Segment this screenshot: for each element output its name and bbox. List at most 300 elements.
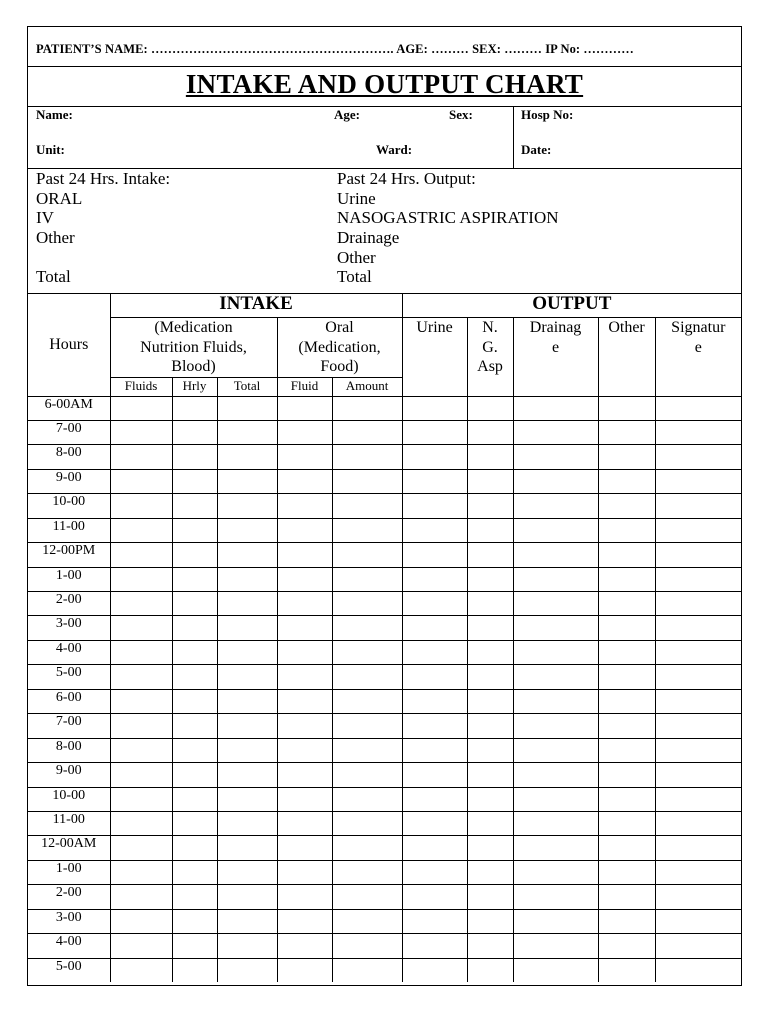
ng-asp-cell xyxy=(467,616,513,640)
oral-fluid-cell xyxy=(277,689,332,713)
oral-amount-cell xyxy=(332,811,402,835)
output-summary-line: Drainage xyxy=(337,228,400,248)
iv-total-cell xyxy=(217,763,277,787)
hour-label: 11-00 xyxy=(28,811,110,835)
hour-label: 9-00 xyxy=(28,763,110,787)
drainage-cell xyxy=(513,934,598,958)
age-label: Age: xyxy=(334,107,360,122)
ng-asp-line: G. xyxy=(482,338,498,356)
hourly-chart-table xyxy=(28,293,741,982)
intake-section-header: INTAKE xyxy=(110,293,402,318)
drainage-cell xyxy=(513,714,598,738)
intake-summary-line: IV xyxy=(36,208,54,228)
oral-amount-cell xyxy=(332,469,402,493)
iv-hrly-cell xyxy=(172,787,217,811)
table-row xyxy=(28,567,741,591)
hour-label: 8-00 xyxy=(28,445,110,469)
drainage-cell xyxy=(513,616,598,640)
iv-hrly-cell xyxy=(172,909,217,933)
hosp-no-label: Hosp No: xyxy=(521,107,574,122)
oral-fluid-cell xyxy=(277,518,332,542)
iv-total-cell xyxy=(217,787,277,811)
other-cell xyxy=(598,689,655,713)
hour-label: 2-00 xyxy=(28,885,110,909)
oral-fluid-cell xyxy=(277,640,332,664)
intake-summary-line: Past 24 Hrs. Intake: xyxy=(36,169,171,188)
ng-asp-cell xyxy=(467,836,513,860)
oral-amount-cell xyxy=(332,494,402,518)
iv-hrly-cell xyxy=(172,665,217,689)
oral-amount-cell xyxy=(332,445,402,469)
drainage-cell xyxy=(513,836,598,860)
signature-cell xyxy=(655,860,741,884)
oral-amount-cell xyxy=(332,543,402,567)
urine-cell xyxy=(402,616,467,640)
other-cell xyxy=(598,592,655,616)
iv-total-cell xyxy=(217,934,277,958)
iv-fluids-cell xyxy=(110,958,172,982)
urine-header: Urine xyxy=(402,318,467,397)
drainage-cell xyxy=(513,543,598,567)
oral-fluid-cell xyxy=(277,787,332,811)
drainage-cell xyxy=(513,738,598,762)
signature-cell xyxy=(655,518,741,542)
table-row xyxy=(28,518,741,542)
iv-fluids-cell xyxy=(110,665,172,689)
signature-cell xyxy=(655,738,741,762)
hour-label: 6-00AM xyxy=(28,396,110,420)
iv-total-cell xyxy=(217,665,277,689)
iv-total-cell xyxy=(217,909,277,933)
drainage-cell xyxy=(513,763,598,787)
iv-hrly-cell xyxy=(172,738,217,762)
oral-amount-cell xyxy=(332,665,402,689)
hour-label: 7-00 xyxy=(28,714,110,738)
urine-cell xyxy=(402,763,467,787)
iv-total-cell xyxy=(217,469,277,493)
iv-fluids-cell xyxy=(110,445,172,469)
table-row xyxy=(28,934,741,958)
ng-asp-header xyxy=(467,318,513,397)
iv-total-cell xyxy=(217,445,277,469)
iv-total-cell xyxy=(217,640,277,664)
oral-amount-cell xyxy=(332,763,402,787)
iv-group-header xyxy=(110,318,277,378)
ng-asp-cell xyxy=(467,885,513,909)
info-divider xyxy=(513,107,514,168)
ng-asp-cell xyxy=(467,469,513,493)
table-row xyxy=(28,665,741,689)
iv-hrly-cell xyxy=(172,860,217,884)
signature-cell xyxy=(655,640,741,664)
signature-cell xyxy=(655,592,741,616)
iv-total-cell xyxy=(217,714,277,738)
drainage-cell xyxy=(513,592,598,616)
urine-cell xyxy=(402,469,467,493)
other-cell xyxy=(598,909,655,933)
oral-group-header xyxy=(277,318,402,378)
ng-asp-line: N. xyxy=(482,319,498,336)
iv-total-cell xyxy=(217,420,277,444)
signature-cell xyxy=(655,836,741,860)
iv-fluids-cell xyxy=(110,469,172,493)
urine-cell xyxy=(402,445,467,469)
urine-cell xyxy=(402,909,467,933)
iv-fluids-cell xyxy=(110,885,172,909)
oral-amount-cell xyxy=(332,567,402,591)
drainage-cell xyxy=(513,665,598,689)
oral-amount-cell xyxy=(332,420,402,444)
signature-cell xyxy=(655,885,741,909)
urine-cell xyxy=(402,518,467,542)
drainage-cell xyxy=(513,396,598,420)
iv-hrly-cell xyxy=(172,616,217,640)
chart-title: INTAKE AND OUTPUT CHART xyxy=(185,69,584,99)
patient-info-box xyxy=(28,107,741,169)
signature-cell xyxy=(655,714,741,738)
hour-label: 11-00 xyxy=(28,518,110,542)
urine-cell xyxy=(402,396,467,420)
hour-label: 4-00 xyxy=(28,640,110,664)
iv-total-cell xyxy=(217,396,277,420)
drainage-header xyxy=(513,318,598,397)
urine-cell xyxy=(402,885,467,909)
ng-asp-cell xyxy=(467,934,513,958)
drainage-cell xyxy=(513,494,598,518)
ng-asp-cell xyxy=(467,567,513,591)
iv-hrly-cell xyxy=(172,396,217,420)
drainage-cell xyxy=(513,689,598,713)
signature-cell xyxy=(655,665,741,689)
intake-summary-line: Total xyxy=(36,267,71,287)
iv-fluids-cell xyxy=(110,494,172,518)
table-row xyxy=(28,396,741,420)
iv-fluids-cell xyxy=(110,811,172,835)
ng-asp-cell xyxy=(467,738,513,762)
drainage-cell xyxy=(513,811,598,835)
oral-fluid-cell xyxy=(277,738,332,762)
iv-hrly-cell xyxy=(172,689,217,713)
iv-fluids-cell xyxy=(110,836,172,860)
ng-asp-cell xyxy=(467,909,513,933)
urine-cell xyxy=(402,836,467,860)
iv-fluids-cell xyxy=(110,640,172,664)
iv-fluids-cell xyxy=(110,518,172,542)
oral-fluid-cell xyxy=(277,763,332,787)
intake-summary-line: Other xyxy=(36,228,75,248)
other-cell xyxy=(598,640,655,664)
oral-amount-cell xyxy=(332,689,402,713)
patient-details-text: PATIENT’S NAME: …………………………………………………. AGE: ……… SEX: ……… IP No: ………… xyxy=(36,42,634,56)
signature-cell xyxy=(655,567,741,591)
iv-fluids-cell xyxy=(110,689,172,713)
oral-amount-cell xyxy=(332,958,402,982)
ward-label: Ward: xyxy=(376,142,413,157)
drainage-cell xyxy=(513,958,598,982)
table-row xyxy=(28,909,741,933)
signature-line: Signatur xyxy=(671,319,726,336)
iv-fluids-cell xyxy=(110,420,172,444)
table-row xyxy=(28,811,741,835)
past-24-hrs-summary xyxy=(28,169,741,294)
drainage-cell xyxy=(513,885,598,909)
signature-cell xyxy=(655,420,741,444)
iv-hrly-cell xyxy=(172,469,217,493)
hour-label: 10-00 xyxy=(28,787,110,811)
other-cell xyxy=(598,518,655,542)
iv-total-cell xyxy=(217,543,277,567)
signature-cell xyxy=(655,543,741,567)
other-cell xyxy=(598,543,655,567)
ng-asp-cell xyxy=(467,714,513,738)
oral-amount-cell xyxy=(332,787,402,811)
intake-summary-line: ORAL xyxy=(36,188,83,208)
ng-asp-cell xyxy=(467,592,513,616)
ng-asp-cell xyxy=(467,958,513,982)
drainage-cell xyxy=(513,640,598,664)
signature-header xyxy=(655,318,741,397)
oral-amount-cell xyxy=(332,396,402,420)
signature-cell xyxy=(655,616,741,640)
iv-hrly-cell xyxy=(172,543,217,567)
sub-header-amount: Amount xyxy=(332,377,402,396)
signature-line: e xyxy=(694,338,702,356)
iv-hrly-cell xyxy=(172,592,217,616)
hours-column-header: Hours xyxy=(28,293,110,396)
ng-asp-cell xyxy=(467,494,513,518)
oral-fluid-cell xyxy=(277,811,332,835)
iv-hrly-cell xyxy=(172,836,217,860)
iv-group-line: Nutrition Fluids, xyxy=(140,338,247,356)
iv-group-line: Blood) xyxy=(171,358,216,375)
iv-hrly-cell xyxy=(172,420,217,444)
unit-label: Unit: xyxy=(36,142,65,157)
iv-fluids-cell xyxy=(110,567,172,591)
ng-asp-cell xyxy=(467,787,513,811)
ng-asp-line: Asp xyxy=(477,358,503,375)
drainage-cell xyxy=(513,787,598,811)
iv-hrly-cell xyxy=(172,811,217,835)
table-row xyxy=(28,640,741,664)
iv-total-cell xyxy=(217,958,277,982)
iv-fluids-cell xyxy=(110,592,172,616)
title-box xyxy=(28,67,741,107)
hour-label: 5-00 xyxy=(28,665,110,689)
table-row xyxy=(28,763,741,787)
other-cell xyxy=(598,738,655,762)
hour-label: 10-00 xyxy=(28,494,110,518)
table-row xyxy=(28,714,741,738)
iv-fluids-cell xyxy=(110,616,172,640)
signature-cell xyxy=(655,763,741,787)
ng-asp-cell xyxy=(467,665,513,689)
urine-cell xyxy=(402,640,467,664)
hour-label: 2-00 xyxy=(28,592,110,616)
sex-label: Sex: xyxy=(449,107,473,122)
ng-asp-cell xyxy=(467,860,513,884)
output-summary-line: Past 24 Hrs. Output: xyxy=(337,169,476,188)
ng-asp-cell xyxy=(467,811,513,835)
hour-label: 5-00 xyxy=(28,958,110,982)
signature-cell xyxy=(655,445,741,469)
iv-fluids-cell xyxy=(110,934,172,958)
oral-fluid-cell xyxy=(277,934,332,958)
output-summary-line: Other xyxy=(337,247,376,267)
oral-amount-cell xyxy=(332,592,402,616)
iv-hrly-cell xyxy=(172,958,217,982)
table-row xyxy=(28,958,741,982)
other-cell xyxy=(598,714,655,738)
sub-header-fluid: Fluid xyxy=(277,377,332,396)
oral-fluid-cell xyxy=(277,665,332,689)
other-cell xyxy=(598,787,655,811)
other-cell xyxy=(598,445,655,469)
urine-cell xyxy=(402,592,467,616)
iv-fluids-cell xyxy=(110,909,172,933)
urine-cell xyxy=(402,958,467,982)
other-cell xyxy=(598,396,655,420)
ng-asp-cell xyxy=(467,640,513,664)
iv-fluids-cell xyxy=(110,763,172,787)
date-label: Date: xyxy=(521,142,552,157)
oral-amount-cell xyxy=(332,738,402,762)
signature-cell xyxy=(655,396,741,420)
other-cell xyxy=(598,860,655,884)
hour-label: 6-00 xyxy=(28,689,110,713)
iv-total-cell xyxy=(217,592,277,616)
iv-hrly-cell xyxy=(172,567,217,591)
other-cell xyxy=(598,763,655,787)
oral-fluid-cell xyxy=(277,469,332,493)
hour-label: 12-00PM xyxy=(28,543,110,567)
iv-total-cell xyxy=(217,689,277,713)
other-cell xyxy=(598,469,655,493)
output-section-header: OUTPUT xyxy=(402,293,741,318)
oral-amount-cell xyxy=(332,934,402,958)
oral-fluid-cell xyxy=(277,567,332,591)
iv-hrly-cell xyxy=(172,714,217,738)
table-row xyxy=(28,860,741,884)
ng-asp-cell xyxy=(467,689,513,713)
ng-asp-cell xyxy=(467,543,513,567)
table-row xyxy=(28,885,741,909)
hour-label: 3-00 xyxy=(28,909,110,933)
urine-cell xyxy=(402,811,467,835)
oral-amount-cell xyxy=(332,860,402,884)
oral-amount-cell xyxy=(332,518,402,542)
output-summary-line: NASOGASTRIC ASPIRATION xyxy=(337,208,559,228)
iv-fluids-cell xyxy=(110,738,172,762)
signature-cell xyxy=(655,494,741,518)
other-cell xyxy=(598,494,655,518)
iv-total-cell xyxy=(217,518,277,542)
signature-cell xyxy=(655,787,741,811)
oral-amount-cell xyxy=(332,616,402,640)
urine-cell xyxy=(402,420,467,444)
oral-fluid-cell xyxy=(277,616,332,640)
drainage-cell xyxy=(513,445,598,469)
iv-hrly-cell xyxy=(172,445,217,469)
hour-label: 3-00 xyxy=(28,616,110,640)
iv-fluids-cell xyxy=(110,543,172,567)
iv-hrly-cell xyxy=(172,763,217,787)
table-row xyxy=(28,689,741,713)
ng-asp-cell xyxy=(467,763,513,787)
iv-hrly-cell xyxy=(172,934,217,958)
signature-cell xyxy=(655,958,741,982)
other-cell xyxy=(598,885,655,909)
oral-fluid-cell xyxy=(277,836,332,860)
urine-cell xyxy=(402,665,467,689)
sub-header-hrly: Hrly xyxy=(172,377,217,396)
drainage-cell xyxy=(513,567,598,591)
oral-fluid-cell xyxy=(277,714,332,738)
signature-cell xyxy=(655,811,741,835)
hour-label: 4-00 xyxy=(28,934,110,958)
intake-summary xyxy=(36,169,170,287)
hour-label: 7-00 xyxy=(28,420,110,444)
oral-fluid-cell xyxy=(277,909,332,933)
oral-fluid-cell xyxy=(277,592,332,616)
iv-hrly-cell xyxy=(172,640,217,664)
table-row xyxy=(28,494,741,518)
urine-cell xyxy=(402,543,467,567)
hour-label: 8-00 xyxy=(28,738,110,762)
table-row xyxy=(28,836,741,860)
drainage-cell xyxy=(513,420,598,444)
other-cell xyxy=(598,420,655,444)
oral-group-line: Food) xyxy=(320,358,359,375)
drainage-line: Drainag xyxy=(529,319,582,336)
urine-cell xyxy=(402,738,467,762)
iv-total-cell xyxy=(217,616,277,640)
oral-amount-cell xyxy=(332,885,402,909)
iv-fluids-cell xyxy=(110,396,172,420)
urine-cell xyxy=(402,494,467,518)
signature-cell xyxy=(655,689,741,713)
sub-header-fluids: Fluids xyxy=(110,377,172,396)
table-row xyxy=(28,543,741,567)
other-cell xyxy=(598,567,655,591)
signature-cell xyxy=(655,469,741,493)
urine-cell xyxy=(402,689,467,713)
ng-asp-cell xyxy=(467,396,513,420)
other-cell xyxy=(598,958,655,982)
table-row xyxy=(28,616,741,640)
drainage-cell xyxy=(513,860,598,884)
hour-label: 9-00 xyxy=(28,469,110,493)
signature-cell xyxy=(655,909,741,933)
output-summary-line: Urine xyxy=(337,188,376,208)
output-summary xyxy=(337,169,559,287)
table-row xyxy=(28,420,741,444)
drainage-cell xyxy=(513,469,598,493)
oral-fluid-cell xyxy=(277,885,332,909)
urine-cell xyxy=(402,787,467,811)
iv-total-cell xyxy=(217,738,277,762)
sub-header-total: Total xyxy=(217,377,277,396)
oral-group-line: Oral xyxy=(325,319,354,336)
oral-fluid-cell xyxy=(277,420,332,444)
oral-fluid-cell xyxy=(277,396,332,420)
table-row xyxy=(28,445,741,469)
oral-fluid-cell xyxy=(277,543,332,567)
other-cell xyxy=(598,665,655,689)
drainage-cell xyxy=(513,909,598,933)
intake-output-form xyxy=(27,26,742,986)
iv-total-cell xyxy=(217,567,277,591)
table-row xyxy=(28,592,741,616)
